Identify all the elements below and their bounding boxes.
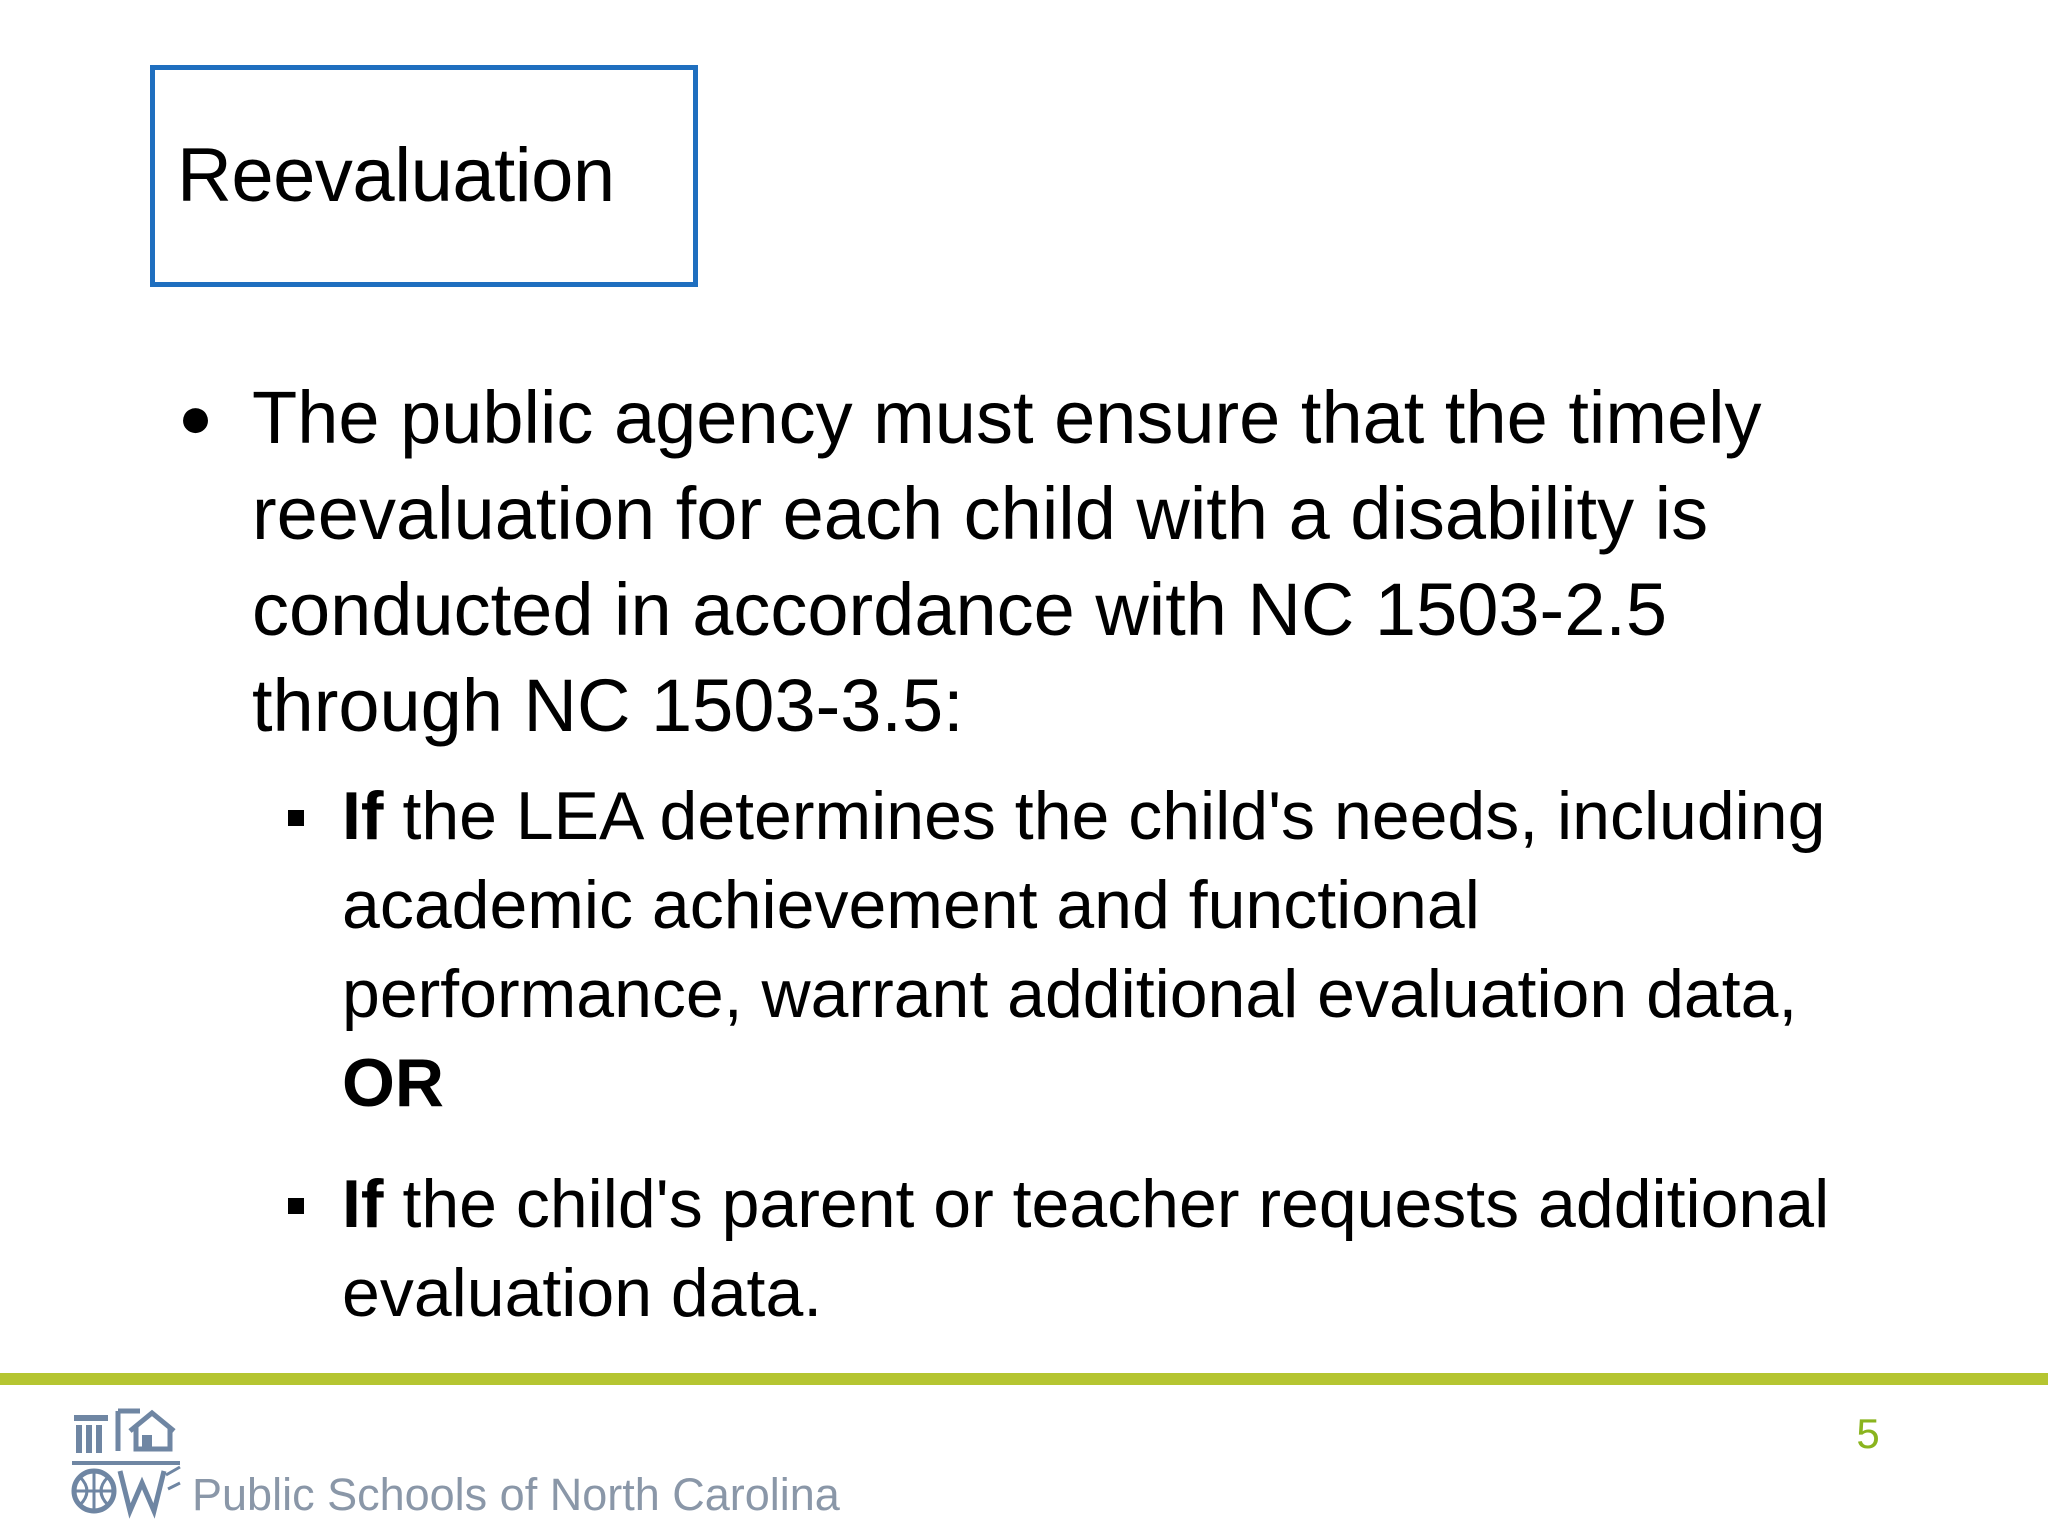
sub-bullet-trail: OR [342, 1045, 444, 1121]
psnc-logo-icon [70, 1405, 182, 1523]
page-number: 5 [1856, 1410, 1880, 1457]
square-bullet-icon [288, 810, 304, 826]
sub-bullet-text: the child's parent or teacher requests additional evaluation data. [342, 1166, 1830, 1331]
slide-content [178, 370, 1898, 1370]
sub-bullet-lead: If [342, 1166, 384, 1242]
square-bullet-icon [288, 1198, 304, 1214]
sub-bullet-item [178, 1160, 1898, 1338]
slide-title: Reevaluation [177, 133, 615, 218]
main-bullet-text: The public agency must ensure that the timely reevaluation for each child with a disability is conducted in accordance with NC 1503-2.5 through NC 1503-3.5: [252, 376, 1762, 747]
bullet-dot-icon: ● [178, 385, 214, 450]
slide-title-box [150, 65, 698, 287]
sub-bullet-list [178, 772, 1898, 1338]
main-bullet-item [178, 370, 1898, 754]
organization-name: Public Schools of North Carolina [192, 1469, 840, 1520]
sub-bullet-text: the LEA determines the child's needs, including academic achievement and functional performance, warrant additional evaluation data, [342, 778, 1826, 1032]
sub-bullet-lead: If [342, 778, 384, 854]
footer-divider [0, 1373, 2048, 1385]
sub-bullet-item [178, 772, 1898, 1128]
